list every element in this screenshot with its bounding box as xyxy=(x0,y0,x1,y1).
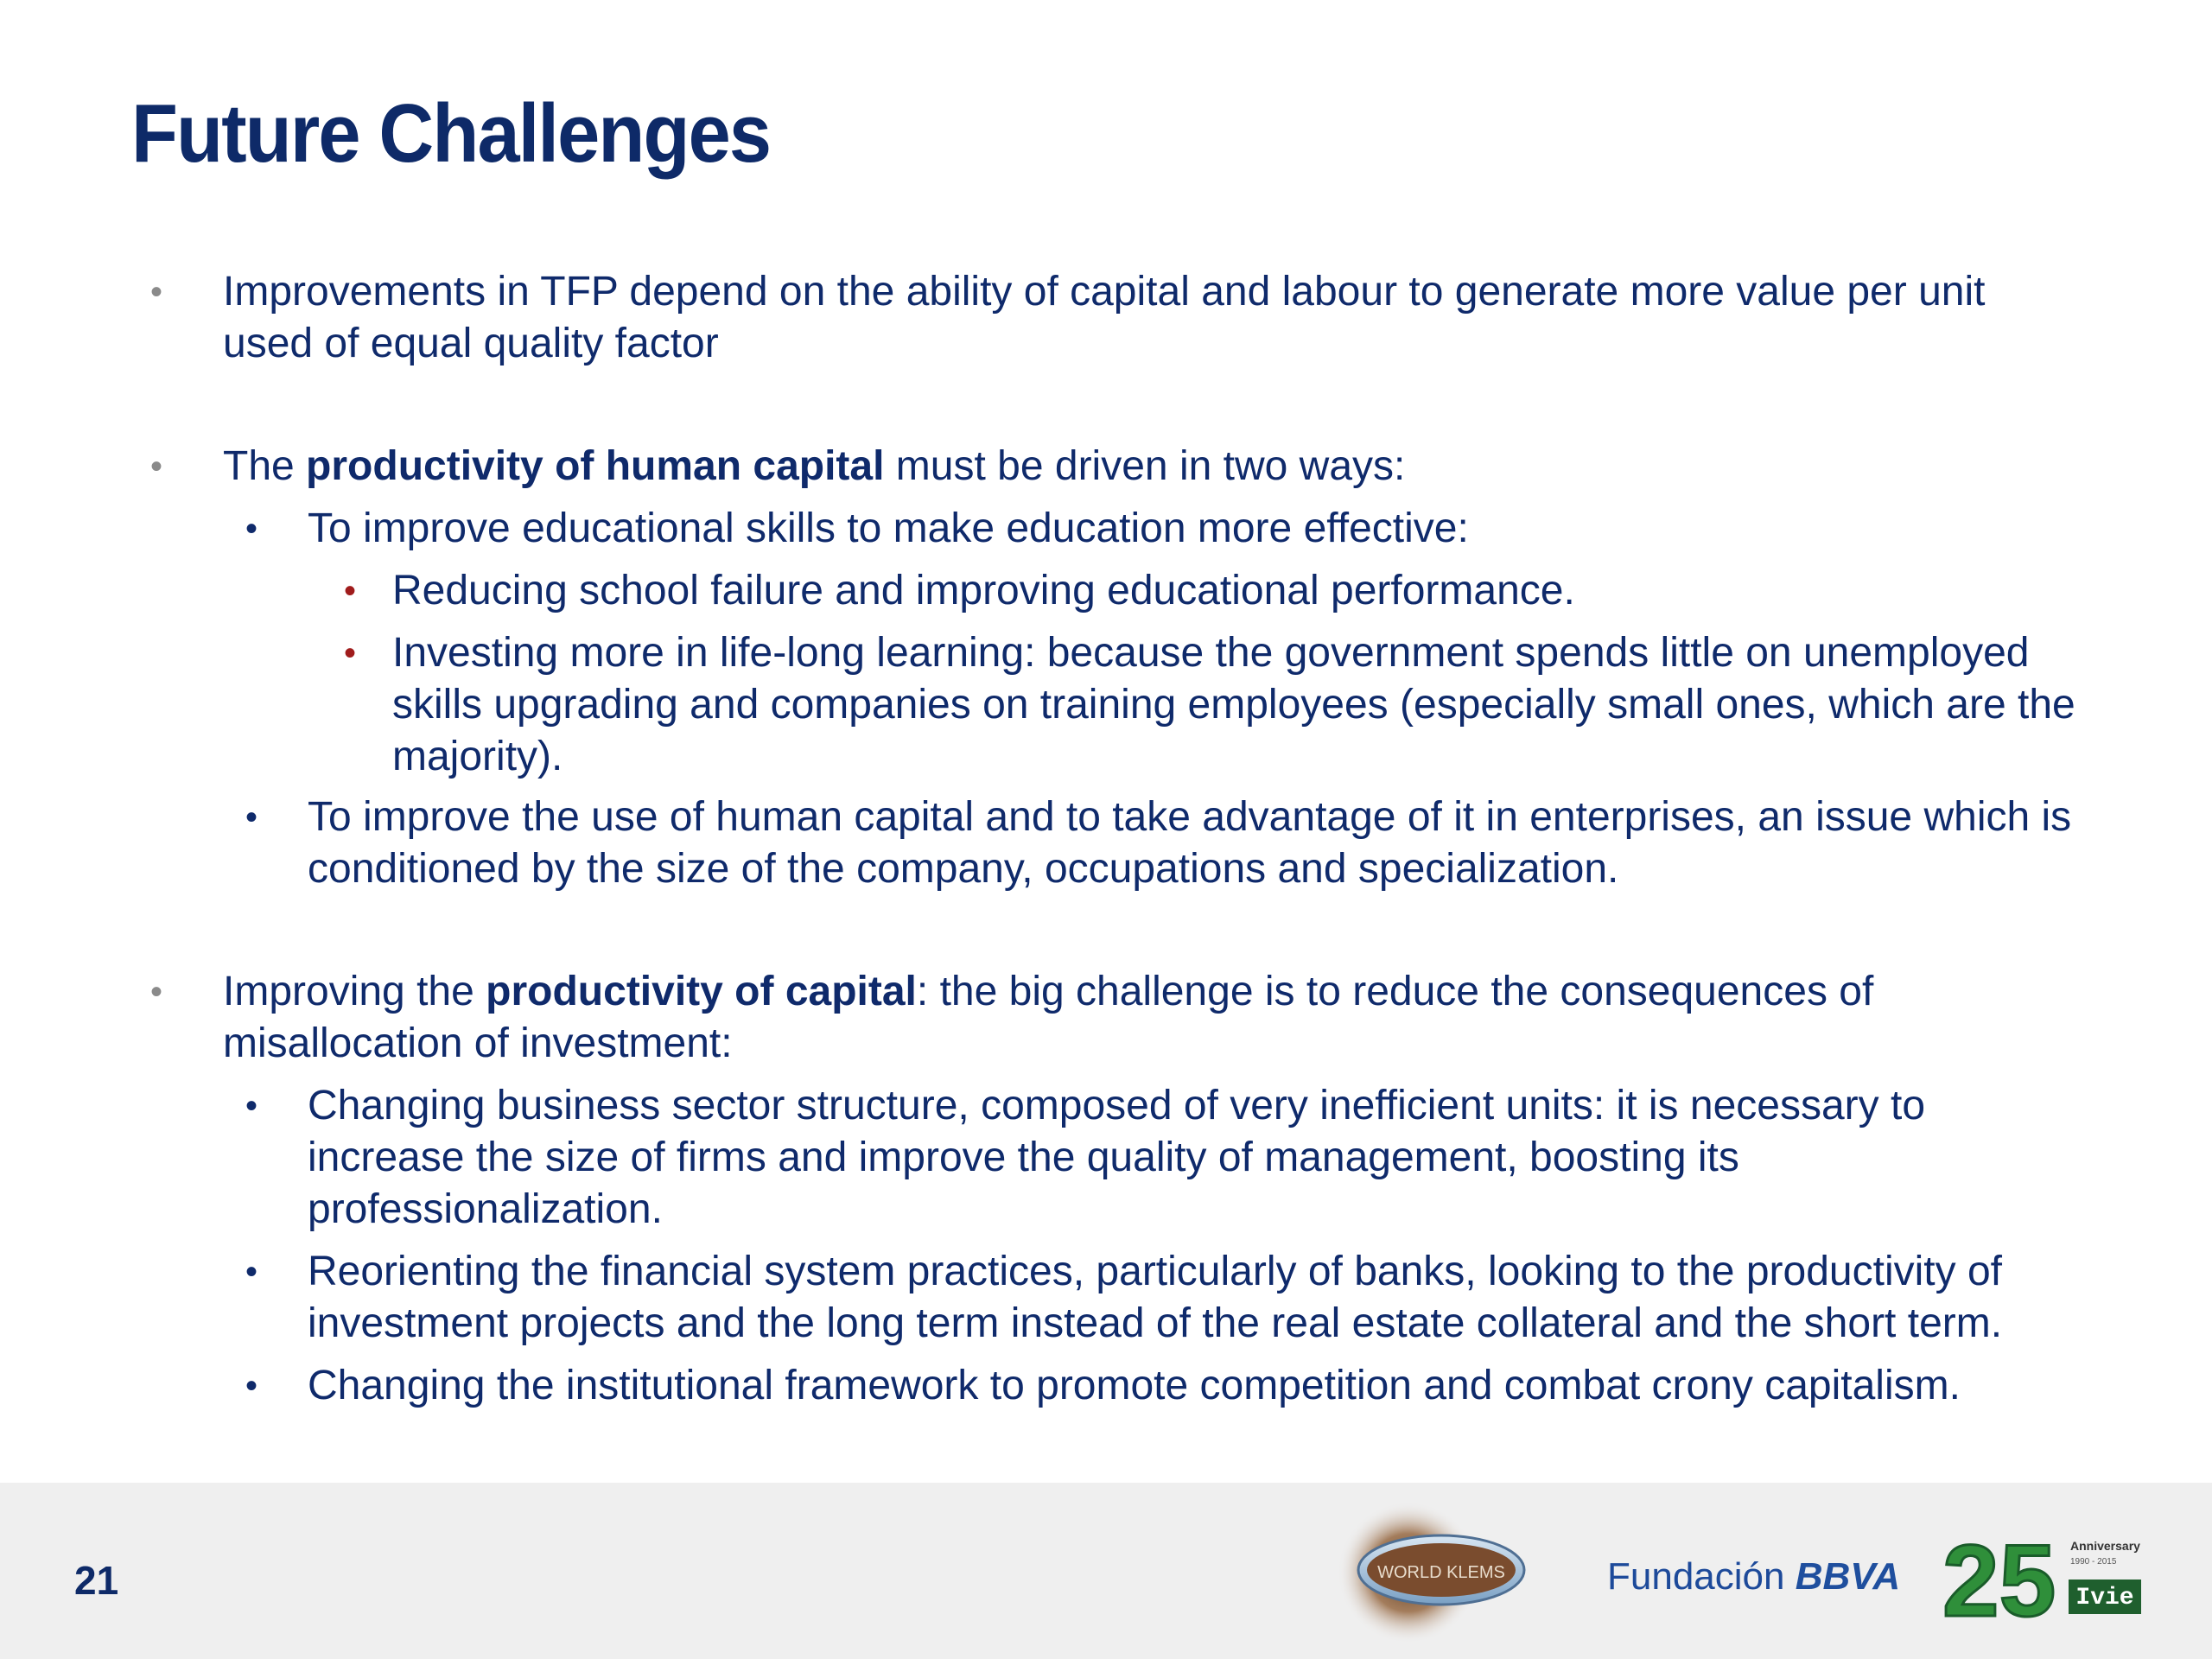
slide-title: Future Challenges xyxy=(131,87,771,180)
fundacion-bbva-logo xyxy=(1607,1555,1900,1599)
bullet-marker: • xyxy=(150,973,163,1011)
sub-bullet-marker: • xyxy=(245,798,258,836)
bullet-text: Improvements in TFP depend on the ability of capital and labour to generate more value per unit used of equal quality factor xyxy=(223,269,1986,366)
bullet-text: To improve educational skills to make education more effective: xyxy=(308,505,1469,551)
sub-bullet-item xyxy=(308,503,2122,555)
bbva-text: BBVA xyxy=(1795,1555,1901,1598)
fundacion-text: Fundación xyxy=(1607,1555,1785,1598)
bullet-text-post: : the big challenge is to reduce the consequences of misallocation of investment: xyxy=(223,969,1874,1066)
sub-sub-bullet-marker: • xyxy=(344,572,357,610)
bullet-item xyxy=(223,966,2020,1070)
bullet-text-pre: Improving the xyxy=(223,969,486,1014)
sub-bullet-marker: • xyxy=(245,1087,258,1125)
ivie-number: 25 xyxy=(1942,1529,2056,1624)
bullet-marker: • xyxy=(150,273,163,311)
bullet-text: Changing business sector structure, composed of very inefficient units: it is necessary to increase the size of firms and improve the quality of management, boosting its professionalization. xyxy=(308,1083,1926,1232)
ivie-years: 1990 - 2015 xyxy=(2070,1557,2117,1567)
bullet-text-bold: productivity of human capital xyxy=(306,443,885,489)
world-klems-text: WORLD KLEMS xyxy=(1377,1563,1505,1582)
ivie-anniversary: Anniversary xyxy=(2070,1539,2140,1553)
sub-bullet-marker: • xyxy=(245,1253,258,1291)
bullet-text: Changing the institutional framework to promote competition and combat crony capitalism. xyxy=(308,1363,1961,1408)
bullet-marker: • xyxy=(150,448,163,486)
bullet-text-bold: productivity of capital xyxy=(486,969,917,1014)
bullet-item xyxy=(223,441,2124,493)
sub-bullet-item xyxy=(308,1080,2018,1236)
page-number: 21 xyxy=(74,1558,119,1603)
bullet-text-pre: The xyxy=(223,443,307,489)
bullet-text: Investing more in life-long learning: because the government spends little on unemployed skills upgrading and companies on training employees (especially small ones, which are the majority). xyxy=(392,630,2075,779)
bullet-text: Reducing school failure and improving educational performance. xyxy=(392,568,1575,613)
sub-bullet-item xyxy=(308,791,2113,895)
sub-bullet-marker: • xyxy=(245,1367,258,1405)
bullet-text: Reorienting the financial system practices, particularly of banks, looking to the productivity of investment projects and the long term instead of the real estate collateral and the short term. xyxy=(308,1249,2003,1346)
sub-sub-bullet-marker: • xyxy=(344,634,357,672)
sub-bullet-marker: • xyxy=(245,510,258,548)
bullet-text-post: must be driven in two ways: xyxy=(884,443,1406,489)
sub-bullet-item xyxy=(308,1360,2165,1412)
bullet-text: To improve the use of human capital and to take advantage of it in enterprises, an issue which is conditioned by the size of the company, occupations and specialization. xyxy=(308,794,2072,892)
ivie-name: Ivie xyxy=(2075,1585,2134,1611)
sub-sub-bullet-item xyxy=(392,627,2120,783)
ivie-25-anniversary-logo xyxy=(1942,1529,2150,1624)
sub-bullet-item xyxy=(308,1246,2079,1350)
sub-sub-bullet-item xyxy=(392,565,2120,617)
world-klems-logo xyxy=(1322,1499,1529,1646)
bullet-item xyxy=(223,266,2072,370)
